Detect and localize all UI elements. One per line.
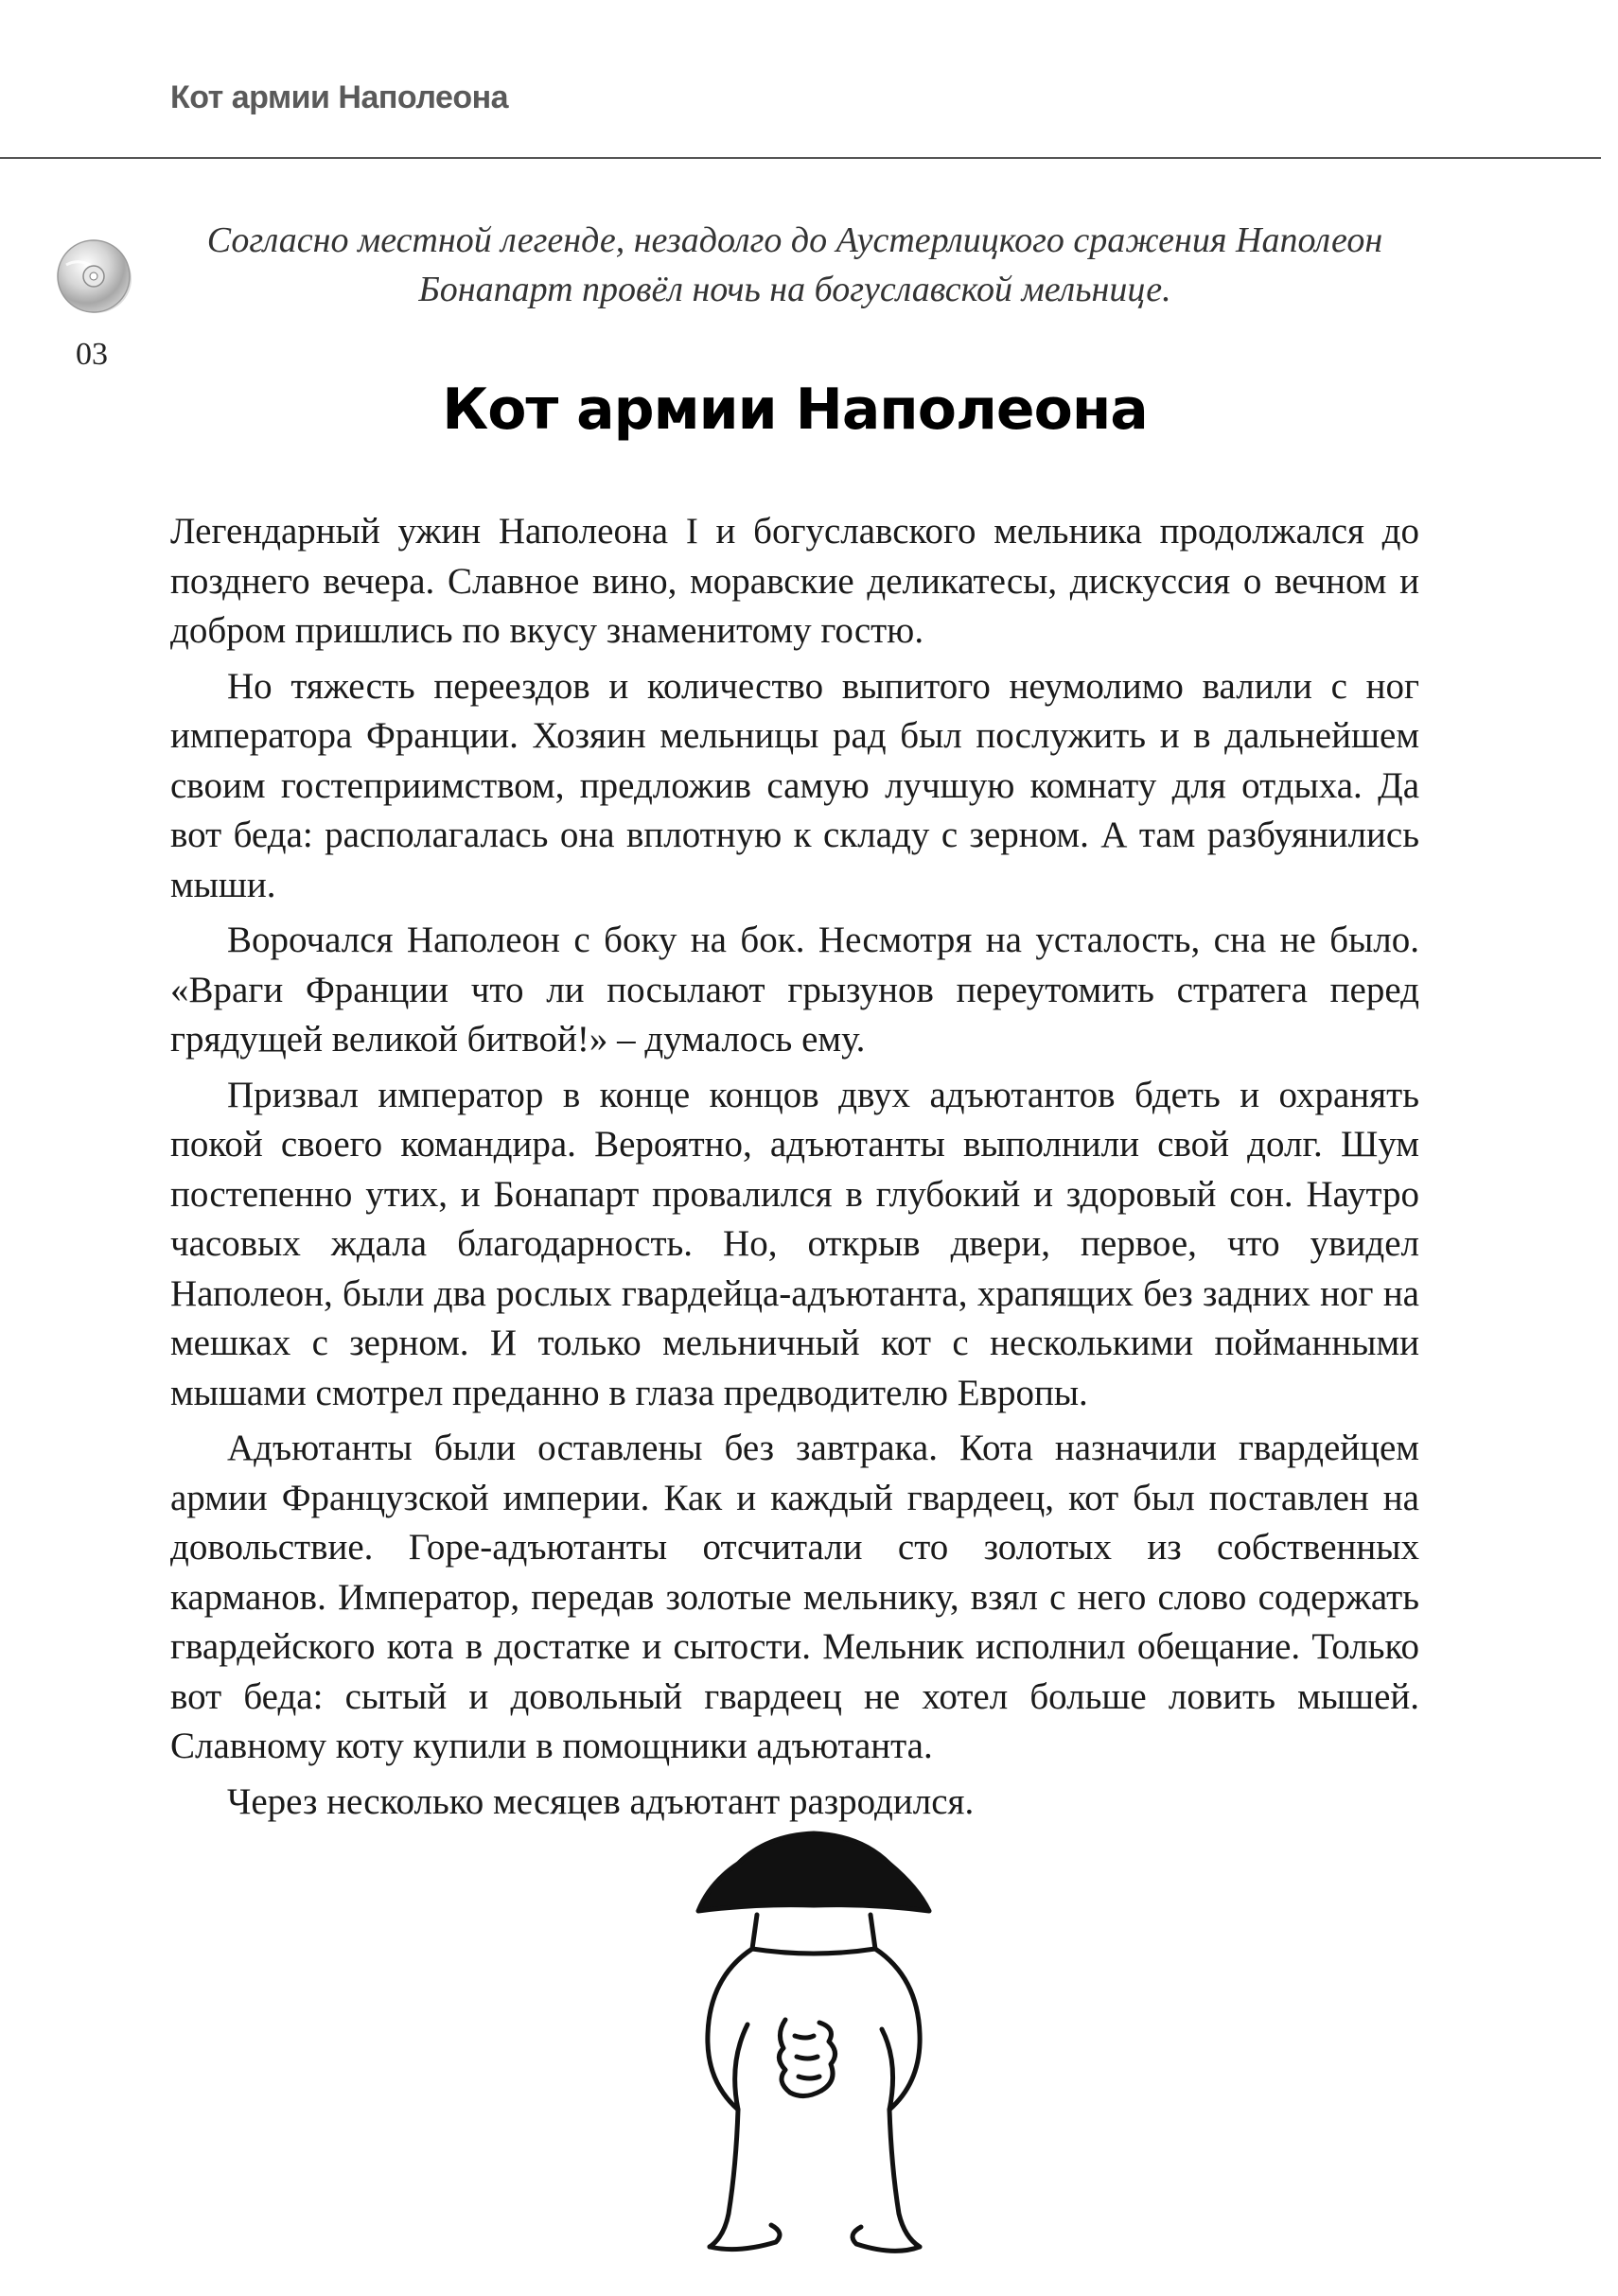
running-title: Кот армии Наполеона <box>170 79 509 115</box>
epigraph: Согласно местной легенде, незадолго до Аустерлицкого сражения Наполеон Бонапарт провёл ночь на богуславской мельнице. <box>206 220 1383 309</box>
napoleon-sketch-icon <box>681 1816 946 2261</box>
paragraph: Легендарный ужин Наполеона I и богуславского мельника продолжался до позднего вечера. Славное вино, моравские деликатесы, дискуссия о вечном и добром пришлись по вкусу знаменитому гостю. <box>170 511 1419 651</box>
paragraph: Призвал император в конце концов двух адъютантов бдеть и охранять покой своего командира. Вероятно, адъютанты выполнили свой долг. Шум постепенно утих, и Бонапарт провалился в глубокий и здоровый сон. Наутро часовых ждала благодарность. Но, открыв двери, первое, что увидел Наполеон, были два рослых гвардейца-адъютанта, храпящих без задних ног на мешках с зерном. И только мельничный кот с несколькими пойманными мышами смотрел преданно в глаза предводителю Европы. <box>170 1074 1419 1413</box>
header-divider <box>0 157 1601 159</box>
chapter-title: Кот армии Наполеона <box>442 377 1148 443</box>
paragraph: Адъютанты были оставлены без завтрака. Кота назначили гвардейцем армии Французской империи. Как и каждый гвардеец, кот был поставлен на довольствие. Горе-адъютанты отсчитали сто золотых из собственных карманов. Император, передав золотые мельнику, взял с него слово содержать гвардейского кота в достатке и сытости. Мельник исполнил обещание. Только вот беда: сытый и довольный гвардеец не хотел больше ловить мышей. Славному коту купили в помощники адъютанта. <box>170 1428 1419 1766</box>
paragraph: Но тяжесть переездов и количество выпитого неумолимо валили с ног императора Франции. Хозяин мельницы рад был послужить и в дальнейшем своим гостеприимством, предложив самую лучшую комнату для отдыха. Да вот беда: располагалась она вплотную к складу с зерном. А там разбуянились мыши. <box>170 665 1419 905</box>
track-number: 03 <box>76 337 108 372</box>
paragraph: Через несколько месяцев адъютант разродился. <box>227 1780 975 1822</box>
paragraph: Ворочался Наполеон с боку на бок. Несмотря на усталость, сна не было. «Враги Франции что ли посылают грызунов переутомить стратега перед грядущей великой битвой!» – думалось ему. <box>170 920 1419 1060</box>
cd-disc-icon <box>55 237 136 318</box>
story-body <box>170 507 1419 1832</box>
